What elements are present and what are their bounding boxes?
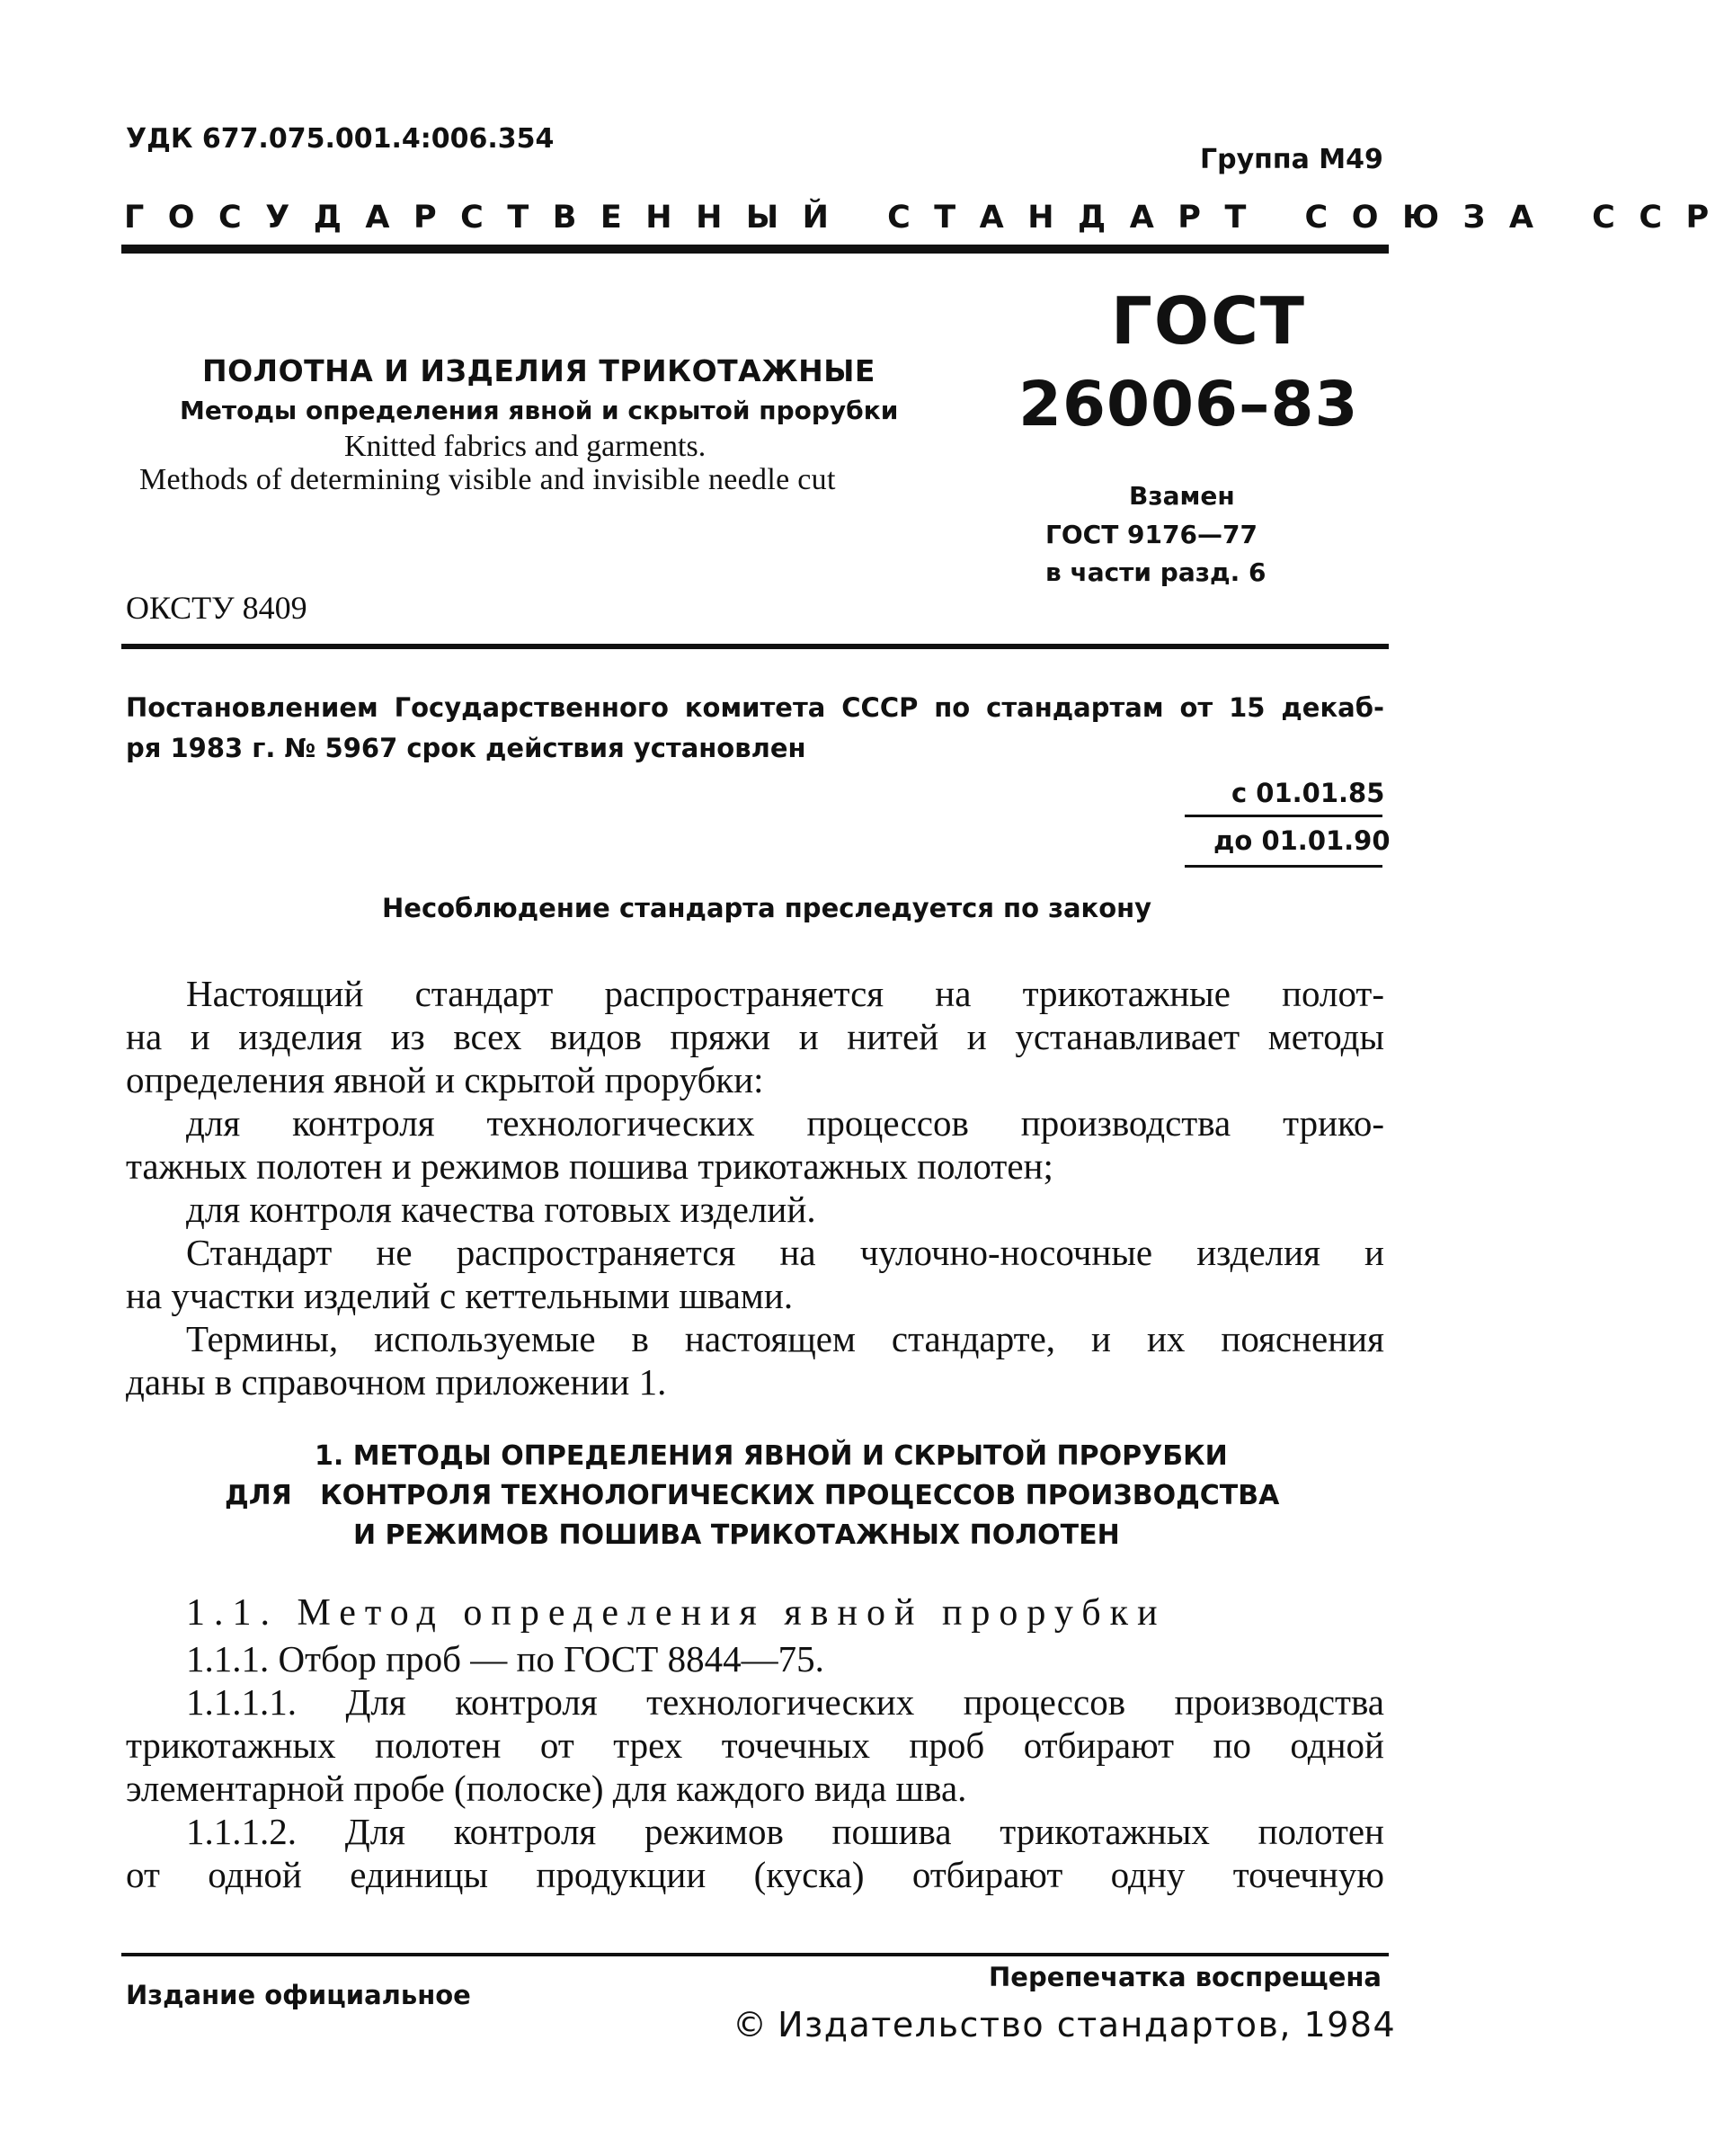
intro-line: даны в справочном приложении 1. [126, 1361, 667, 1403]
copyright-icon: © [733, 2005, 767, 2045]
paragraph-line: от одной единицы продукции (куска) отбирают одну точечную [126, 1854, 1384, 1895]
intro-line: для контроля качества готовых изделий. [186, 1189, 816, 1230]
intro-line: на участки изделий с кеттельными швами. [126, 1275, 794, 1316]
english-title-line2: Methods of determining visible and invisible needle cut [139, 463, 836, 496]
section-heading-line1: 1. МЕТОДЫ ОПРЕДЕЛЕНИЯ ЯВНОЙ И СКРЫТОЙ ПРОРУБКИ [315, 1440, 1228, 1472]
section-heading-line3: И РЕЖИМОВ ПОШИВА ТРИКОТАЖНЫХ ПОЛОТЕН [353, 1519, 1120, 1551]
gost-number: 26006–83 [1018, 369, 1359, 441]
intro-line: Стандарт не распространяется на чулочно-носочные изделия и [186, 1232, 1384, 1273]
paragraph-line: 1.1.1.2. Для контроля режимов пошива трикотажных полотен [186, 1811, 1384, 1852]
reprint-notice: Перепечатка воспрещена [989, 1962, 1382, 1992]
footer-rule [121, 1953, 1389, 1956]
paragraph-line: 1.1.1.1. Для контроля технологических процессов производства [186, 1681, 1384, 1723]
legal-notice: Несоблюдение стандарта преследуется по закону [382, 893, 1152, 923]
copyright-line [733, 2005, 1396, 2045]
paragraph-line: трикотажных полотен от трех точечных проб отбирают по одной [126, 1724, 1384, 1766]
effective-to: до 01.01.90 [1213, 825, 1391, 856]
decree-line2: ря 1983 г. № 5967 срок действия установлен [126, 733, 806, 763]
replaced-part: в части разд. 6 [1045, 557, 1266, 587]
udk-code: УДК 677.075.001.4:006.354 [126, 123, 555, 155]
intro-line: для контроля технологических процессов производства трико- [186, 1102, 1384, 1144]
document-subtitle: Методы определения явной и скрытой прорубки [180, 396, 899, 425]
paragraph-line: элементарной пробе (полоске) для каждого вида шва. [126, 1768, 967, 1809]
title-block-rule [121, 644, 1389, 649]
replaces-label: Взамен [1129, 481, 1235, 511]
decree-line1: Постановлением Государственного комитета СССР по стандартам от 15 декаб- [126, 692, 1384, 723]
intro-line: тажных полотен и режимов пошива трикотажных полотен; [126, 1145, 1053, 1187]
intro-line: на и изделия из всех видов пряжи и нитей и устанавливает методы [126, 1016, 1384, 1057]
document-title: ПОЛОТНА И ИЗДЕЛИЯ ТРИКОТАЖНЫЕ [202, 353, 875, 388]
gost-label: ГОСТ [1111, 283, 1307, 359]
okstu-code: ОКСТУ 8409 [126, 590, 307, 626]
subsection-1-1: 1.1. Метод определения явной прорубки [186, 1592, 1167, 1634]
header-thick-rule [121, 245, 1389, 254]
english-title-line1: Knitted fabrics and garments. [344, 430, 707, 463]
effective-date-rule-2 [1185, 865, 1382, 868]
section-heading-line2: ДЛЯ КОНТРОЛЯ ТЕХНОЛОГИЧЕСКИХ ПРОЦЕССОВ ПРОИЗВОДСТВА [225, 1480, 1280, 1511]
state-standard-title: ГОСУДАРСТВЕННЫЙ СТАНДАРТ СОЮЗА ССР [124, 200, 1733, 236]
replaced-standard: ГОСТ 9176—77 [1045, 520, 1258, 549]
effective-date-rule [1185, 815, 1382, 817]
effective-from: с 01.01.85 [1231, 778, 1385, 808]
intro-line: определения явной и скрытой прорубки: [126, 1059, 764, 1100]
official-edition: Издание официальное [126, 1980, 471, 2010]
subsection-1-1-1: 1.1.1. Отбор проб — по ГОСТ 8844—75. [186, 1638, 824, 1679]
group-code: Группа М49 [1200, 144, 1383, 175]
publisher: Издательство стандартов, 1984 [778, 2005, 1397, 2045]
intro-line: Настоящий стандарт распространяется на трикотажные полот- [186, 973, 1384, 1014]
intro-line: Термины, используемые в настоящем стандарте, и их пояснения [186, 1318, 1384, 1359]
